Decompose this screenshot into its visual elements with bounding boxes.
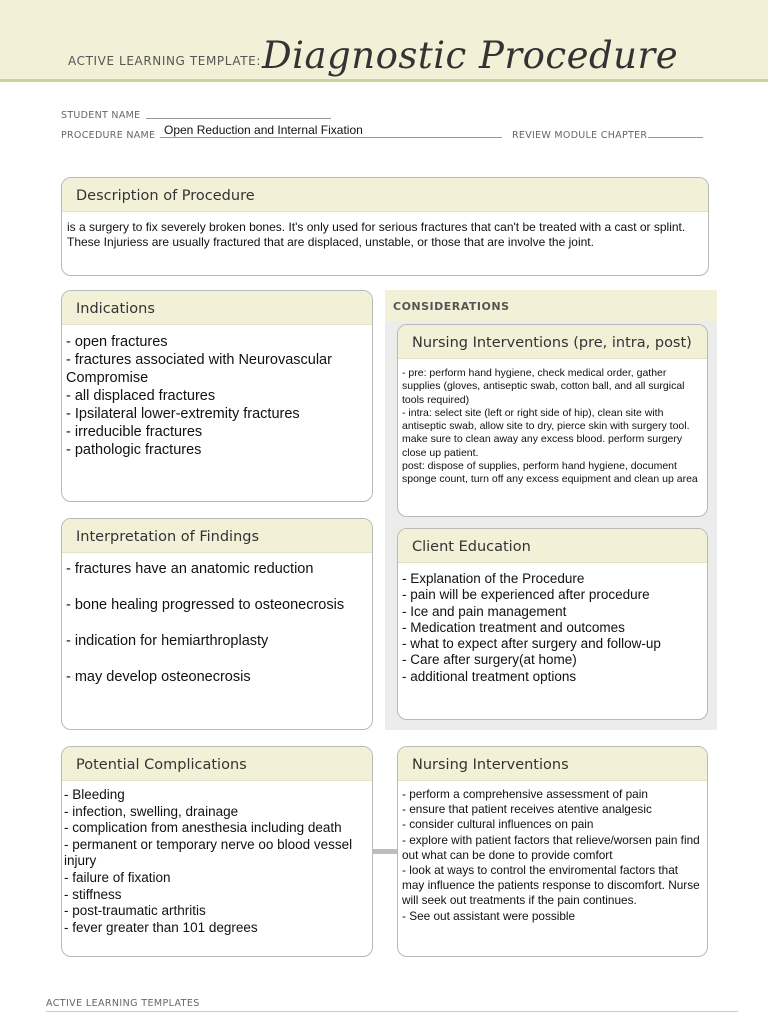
list-item: - consider cultural influences on pain (402, 817, 594, 832)
review-module-field[interactable] (648, 124, 703, 138)
complications-list[interactable] (62, 781, 372, 942)
list-item: - pathologic fractures (66, 442, 202, 458)
list-item: - what to expect after surgery and follow-up (402, 636, 661, 652)
list-item: - permanent or temporary nerve oo blood vessel injury (64, 836, 353, 869)
list-item: - pre: perform hand hygiene, check medical order, gather supplies (gloves, antiseptic swab, cotton ball, and all surgical tools required) (402, 367, 685, 406)
student-name-field[interactable] (146, 105, 331, 119)
list-item: - Bleeding (64, 787, 125, 802)
list-item: - Care after surgery(at home) (402, 652, 577, 668)
template-label: ACTIVE LEARNING TEMPLATE: (68, 54, 261, 68)
list-item: post: dispose of supplies, perform hand hygiene, document sponge count, turn off any excess equipment and clean up area (402, 460, 698, 486)
indications-box (61, 290, 373, 502)
list-item: - perform a comprehensive assessment of pain (402, 787, 648, 801)
list-item: - complication from anesthesia including death (64, 820, 342, 836)
list-item: - explore with patient factors that relieve/worsen pain find out what can be done to provide comfort (402, 832, 700, 862)
list-item: - bone healing progressed to osteonecrosis (66, 597, 345, 613)
footer-label: ACTIVE LEARNING TEMPLATES (46, 998, 200, 1009)
complications-box (61, 746, 373, 957)
list-item: - post-traumatic arthritis (64, 903, 206, 919)
list-item: - indication for hemiarthroplasty (66, 633, 269, 649)
list-item: - fractures associated with Neurovascular Compromise (66, 352, 332, 386)
list-item: - infection, swelling, drainage (64, 803, 239, 819)
nursing-interventions-heading: Nursing Interventions (398, 747, 707, 781)
nursing-pre-intra-post-heading: Nursing Interventions (pre, intra, post) (398, 325, 707, 359)
connector-bar (372, 849, 398, 854)
list-item: - all displaced fractures (66, 388, 216, 404)
page-title: Diagnostic Procedure (262, 34, 679, 77)
footer-divider (46, 1011, 738, 1012)
indications-list[interactable] (62, 325, 372, 467)
list-item: - Medication treatment and outcomes (402, 619, 625, 635)
client-education-list[interactable] (398, 563, 707, 693)
list-item: - irreducible fractures (66, 424, 203, 440)
interpretation-heading: Interpretation of Findings (62, 519, 372, 553)
list-item: - additional treatment options (402, 668, 577, 684)
nursing-interventions-box (397, 746, 708, 957)
description-heading: Description of Procedure (62, 178, 708, 212)
nursing-pre-intra-post-list[interactable] (398, 359, 707, 495)
nursing-pre-intra-post-box (397, 324, 708, 517)
description-box (61, 177, 709, 276)
nursing-interventions-list[interactable] (398, 781, 707, 930)
list-item: - Ice and pain management (402, 603, 567, 619)
procedure-name-field[interactable]: Open Reduction and Internal Fixation (160, 124, 502, 138)
list-item: - See out assistant were possible (402, 908, 576, 923)
interpretation-list[interactable] (62, 553, 372, 693)
list-item: - ensure that patient receives atentive analgesic (402, 802, 652, 817)
page-header (0, 0, 768, 82)
procedure-name-label: PROCEDURE NAME (61, 130, 156, 141)
list-item: - intra: select site (left or right side of hip), clean site with antiseptic swab, allow site to dry, pierce skin with surgery tool. make sure to clean away any excess blood. perform surgery close up patient. (402, 406, 690, 459)
list-item: - stiffness (64, 886, 122, 902)
student-name-label: STUDENT NAME (61, 110, 141, 121)
list-item: - fever greater than 101 degrees (64, 919, 258, 935)
client-education-heading: Client Education (398, 529, 707, 563)
list-item: - open fractures (66, 334, 168, 350)
review-module-label: REVIEW MODULE CHAPTER (512, 130, 648, 141)
list-item: - pain will be experienced after procedure (402, 587, 650, 603)
list-item: - look at ways to control the enviromental factors that may influence the patients response to discomfort. Nurse will seek out treatments if the pain continues. (402, 863, 700, 908)
description-text[interactable]: is a surgery to fix severely broken bones. It's only used for serious fractures that can't be treated with a cast or splint. These Injuriess are usually fractured that are displaced, unstable, or those that are involve the joint. (67, 220, 686, 249)
list-item: - may develop osteonecrosis (66, 669, 251, 685)
considerations-heading: CONSIDERATIONS (385, 290, 717, 322)
indications-heading: Indications (62, 291, 372, 325)
list-item: - Ipsilateral lower-extremity fractures (66, 406, 300, 422)
complications-heading: Potential Complications (62, 747, 372, 781)
list-item: - failure of fixation (64, 869, 171, 885)
interpretation-box (61, 518, 373, 730)
list-item: - Explanation of the Procedure (402, 571, 585, 586)
list-item: - fractures have an anatomic reduction (66, 561, 314, 577)
client-education-box (397, 528, 708, 720)
